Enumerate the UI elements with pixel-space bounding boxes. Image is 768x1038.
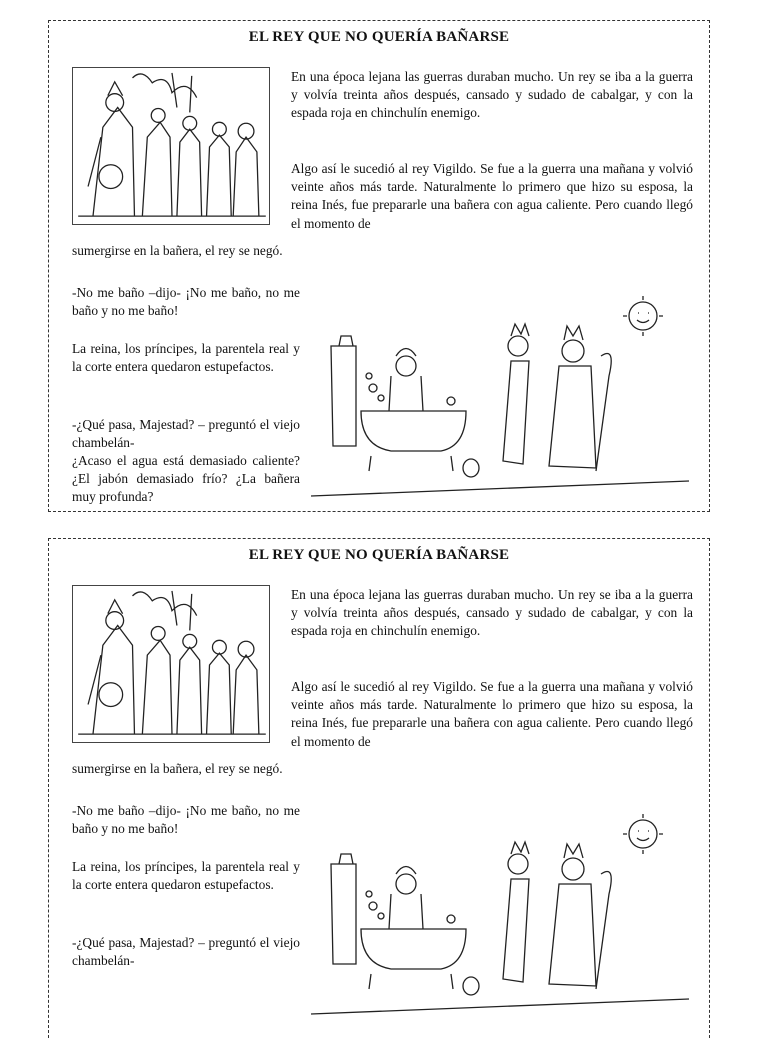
soldiers-procession-illustration <box>72 585 270 743</box>
paragraph-2-bottom: sumergirse en la bañera, el rey se negó. <box>72 761 283 776</box>
king-bath-scene-icon <box>311 296 689 512</box>
soldiers-procession-illustration <box>72 67 270 225</box>
king-bath-scene-illustration <box>311 814 689 1026</box>
story-card-2 <box>48 538 710 1038</box>
soldiers-procession-icon <box>73 586 269 742</box>
story-card-1 <box>48 20 710 512</box>
paragraph-4: La reina, los príncipes, la parentela real y la corte entera quedaron estupefactos. <box>72 859 300 893</box>
story-title: EL REY QUE NO QUERÍA BAÑARSE <box>248 547 510 563</box>
paragraph-2-top: Algo así le sucedió al rey Vigildo. Se fue a la guerra una mañana y volvió veinte años más tarde. Naturalmente lo primero que hizo su esposa, la reina Inés, fue prepararle una bañera con agua caliente. Pero cuando llegó el momento de <box>291 679 693 749</box>
soldiers-procession-icon <box>73 68 269 224</box>
paragraph-2-top: Algo así le sucedió al rey Vigildo. Se fue a la guerra una mañana y volvió veinte años más tarde. Naturalmente lo primero que hizo su esposa, la reina Inés, fue prepararle una bañera con agua caliente. Pero cuando llegó el momento de <box>291 161 693 231</box>
king-bath-scene-icon <box>311 814 689 1026</box>
paragraph-4: La reina, los príncipes, la parentela real y la corte entera quedaron estupefactos. <box>72 341 300 375</box>
paragraph-1: En una época lejana las guerras duraban mucho. Un rey se iba a la guerra y volvía treinta años después, cansado y sudado de cabalgar, y con la espada roja en chinchulín enemigo. <box>291 69 693 121</box>
paragraph-2-bottom: sumergirse en la bañera, el rey se negó. <box>72 243 283 258</box>
paragraph-5: -¿Qué pasa, Majestad? – preguntó el viejo chambelán- <box>72 417 300 451</box>
paragraph-5: -¿Qué pasa, Majestad? – preguntó el viejo chambelán- <box>72 935 300 969</box>
paragraph-3: -No me baño –dijo- ¡No me baño, no me baño y no me baño! <box>72 285 300 319</box>
king-bath-scene-illustration <box>311 296 689 512</box>
paragraph-3: -No me baño –dijo- ¡No me baño, no me baño y no me baño! <box>72 803 300 837</box>
paragraph-6: ¿Acaso el agua está demasiado caliente? ¿El jabón demasiado frío? ¿La bañera muy profunda? <box>72 453 300 505</box>
paragraph-1: En una época lejana las guerras duraban mucho. Un rey se iba a la guerra y volvía treinta años después, cansado y sudado de cabalgar, y con la espada roja en chinchulín enemigo. <box>291 587 693 639</box>
story-title: EL REY QUE NO QUERÍA BAÑARSE <box>248 29 510 45</box>
